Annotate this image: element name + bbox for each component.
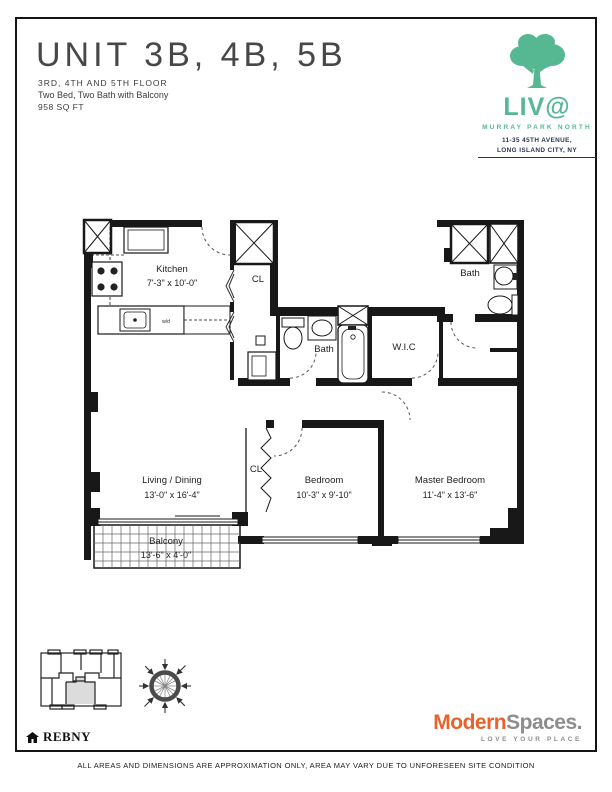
rebny-logo (26, 729, 91, 745)
bath2-fixtures (488, 265, 518, 315)
room-label-wic: W.I.C (392, 342, 416, 353)
disclaimer-text: ALL AREAS AND DIMENSIONS ARE APPROXIMATION ONLY, AREA MAY VARY DUE TO UNFORESEEN SITE CONDITION (77, 761, 535, 770)
room-label-balcony: Balcony (149, 536, 183, 547)
floor-line: 3RD, 4TH AND 5TH FLOOR (38, 78, 168, 88)
page-title: UNIT 3B, 4B, 5B (36, 36, 347, 74)
room-dims-kitchen: 7'-3" x 10'-0" (146, 278, 198, 288)
stove-icon (92, 262, 122, 296)
room-label-bath: Bath (314, 344, 334, 355)
agency-tagline: LOVE YOUR PLACE (480, 736, 582, 743)
room-dims-balcony: 13'-6" x 4'-0" (140, 550, 192, 560)
key-plan (36, 648, 126, 718)
room-label-kitchen: Kitchen (156, 264, 188, 275)
building-icon (26, 731, 39, 744)
brand-block (478, 30, 596, 158)
room-label-bedroom: Bedroom (304, 475, 344, 486)
unit-area: 958 SQ FT (38, 102, 85, 112)
washer-dryer-label: w/d (162, 319, 170, 325)
room-dims-master: 11'-4" x 13'-6" (422, 490, 478, 500)
unit-description: Two Bed, Two Bath with Balcony (38, 90, 169, 100)
room-dims-bedroom: 10'-3" x 9'-10" (296, 490, 352, 500)
agency-name-part2: Spaces. (506, 711, 582, 734)
room-label-cl-entry: CL (251, 274, 265, 285)
walls (84, 220, 524, 560)
room-dims-living: 13'-0" x 16'-4" (144, 490, 200, 500)
room-label-master: Master Bedroom (414, 475, 486, 486)
liv-logo-text: LIV@ (503, 93, 571, 121)
brand-address (478, 136, 596, 158)
room-label-bath2: Bath (460, 268, 480, 279)
toilet-icon (488, 296, 512, 314)
room-label-living: Living / Dining (142, 475, 202, 486)
agency-name-part1: Modern (433, 711, 507, 734)
compass-rose (134, 655, 196, 717)
hall-cabinet (248, 336, 276, 380)
tree-icon (478, 30, 596, 90)
toilet-icon (282, 318, 304, 327)
brand-subtitle: MURRAY PARK NORTH (482, 124, 592, 131)
room-label-cl-hall: CL (249, 464, 263, 475)
floorplan-drawing (80, 210, 532, 572)
agency-logo (433, 712, 582, 743)
rebny-text: REBNY (43, 729, 92, 744)
address-line-2: LONG ISLAND CITY, NY (496, 146, 578, 154)
address-line-1: 11-35 45TH AVENUE, (501, 137, 573, 144)
